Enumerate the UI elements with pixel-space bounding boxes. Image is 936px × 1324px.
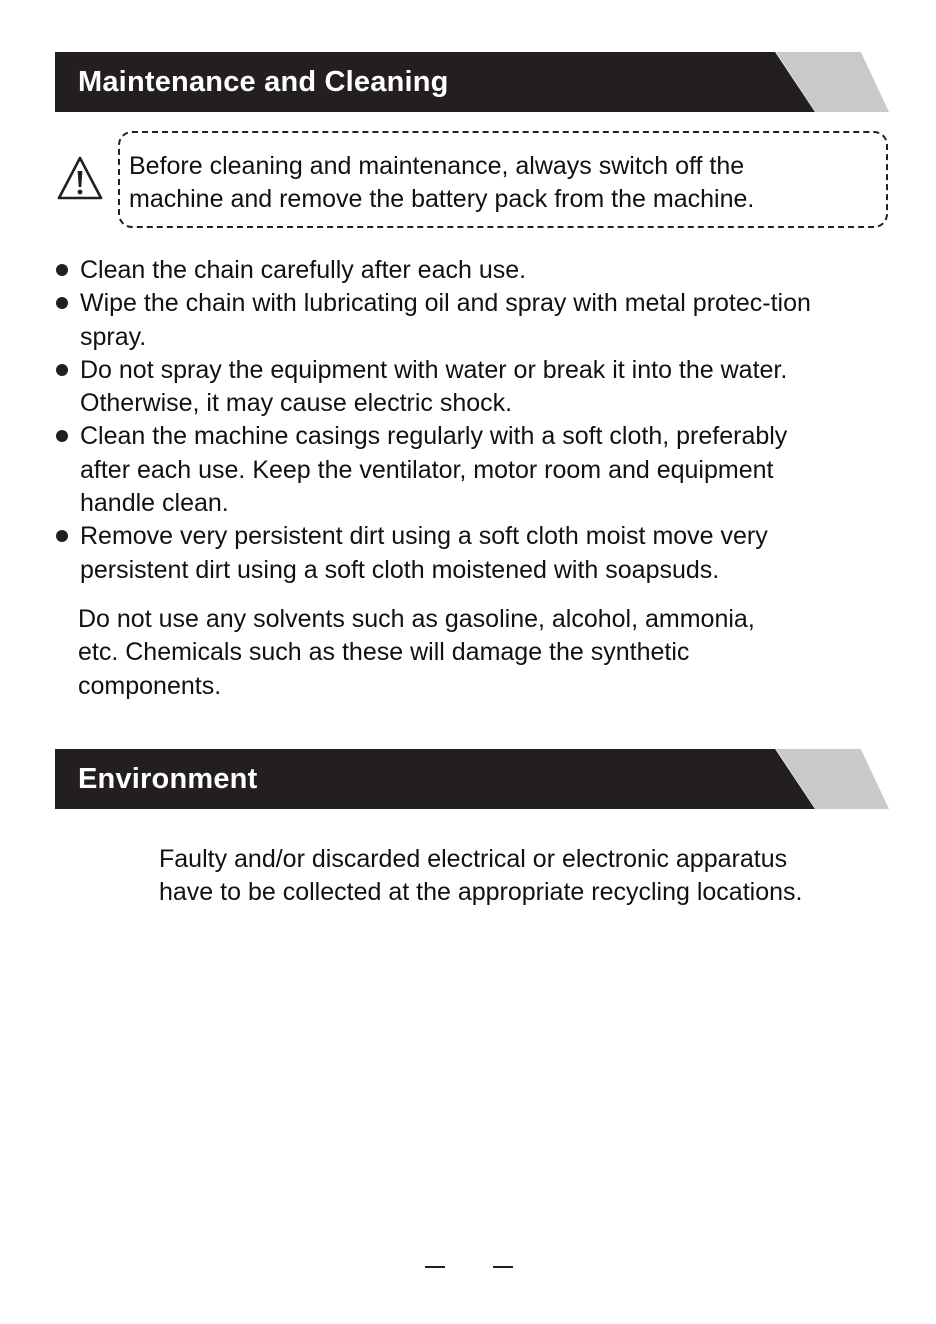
list-item: [0, 520, 936, 587]
bullet-dot-icon: [56, 297, 68, 309]
list-item-text: Remove very persistent dirt using a soft cloth moist move very persistent dirt using a soft cloth moistened with soapsuds.: [80, 522, 768, 584]
maintenance-title: Maintenance and Cleaning: [78, 66, 449, 98]
list-item-text: Clean the chain carefully after each use.: [80, 256, 527, 284]
list-item: [0, 254, 936, 287]
list-item-text: Wipe the chain with lubricating oil and spray with metal protec-tion spray.: [80, 289, 811, 351]
environment-title: Environment: [78, 763, 258, 795]
bullet-dot-icon: [56, 530, 68, 542]
environment-header: [55, 749, 889, 809]
list-item: [0, 287, 936, 354]
bullet-dot-icon: [56, 364, 68, 376]
bullet-dot-icon: [56, 264, 68, 276]
warning-triangle-icon: [57, 156, 103, 200]
solvents-note: Do not use any solvents such as gasoline, alcohol, ammonia, etc. Chemicals such as these will damage the synthetic components.: [78, 605, 755, 700]
list-item: [0, 354, 936, 421]
page-mark: [493, 1266, 513, 1268]
bullet-dot-icon: [56, 430, 68, 442]
environment-text: Faulty and/or discarded electrical or electronic apparatus have to be collected at the appropriate recycling locations.: [159, 845, 803, 907]
list-item: [0, 420, 936, 520]
page-mark: [425, 1266, 445, 1268]
list-item-text: Do not spray the equipment with water or break it into the water. Otherwise, it may cause electric shock.: [80, 355, 788, 418]
warning-text: Before cleaning and maintenance, always switch off the machine and remove the battery pack from the machine.: [129, 152, 755, 213]
maintenance-header: [55, 52, 889, 112]
list-item-text: Clean the machine casings regularly with a soft cloth, preferably after each use. Keep the ventilator, motor room and equipment handle clean.: [80, 422, 788, 518]
maintenance-bullet-list: [0, 254, 936, 587]
